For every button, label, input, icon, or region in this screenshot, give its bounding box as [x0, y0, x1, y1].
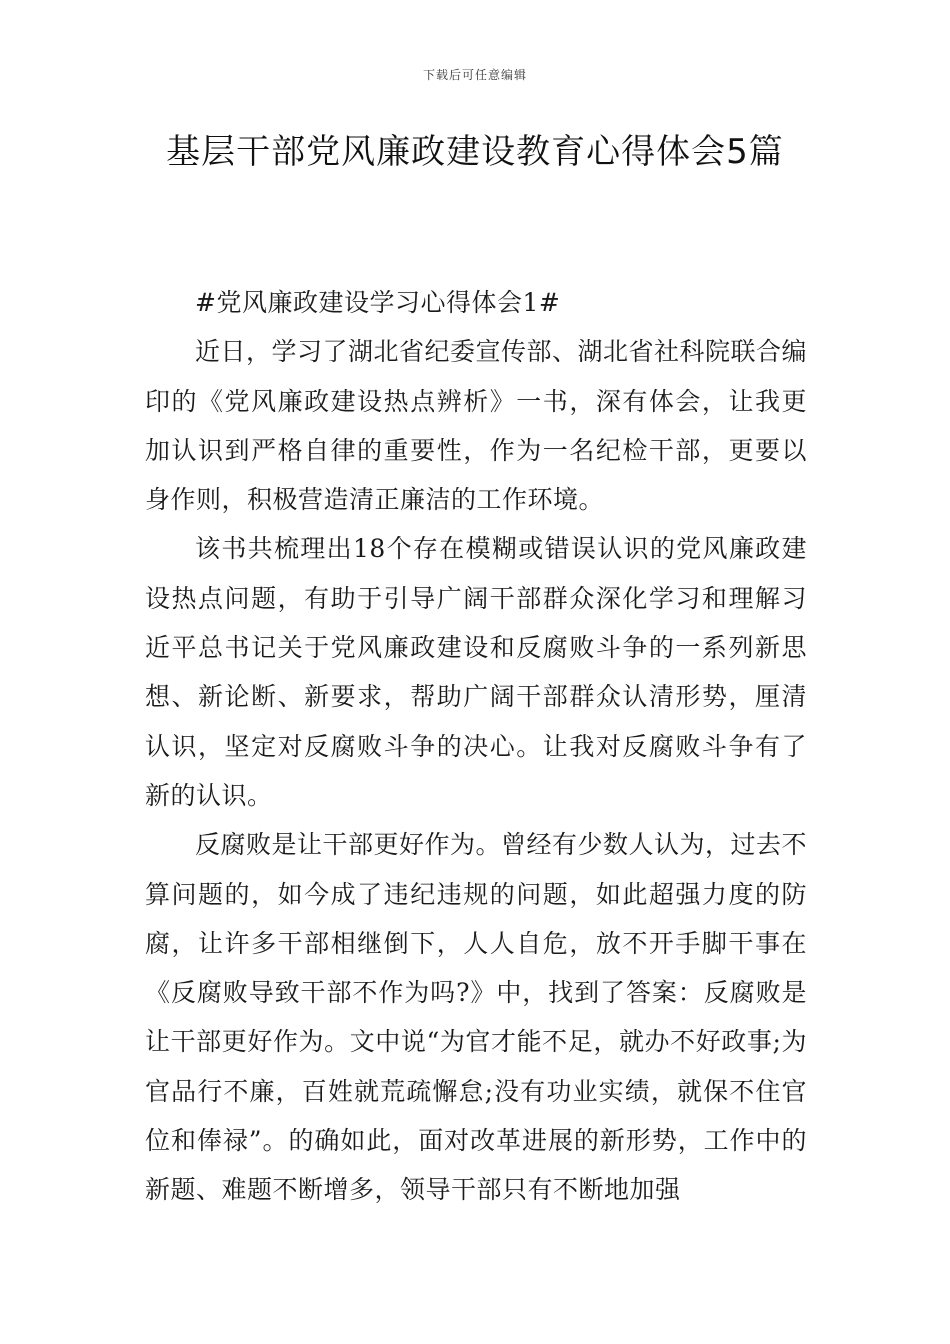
document-body — [145, 278, 807, 1215]
document-title: 基层干部党风廉政建设教育心得体会5篇 — [166, 132, 784, 172]
paragraph-1: 近日，学习了湖北省纪委宣传部、湖北省社科院联合编印的《党风廉政建设热点辨析》一书，深有体会，让我更加认识到严格自律的重要性，作为一名纪检干部，更要以身作则，积极营造清正廉洁的工作环境。 — [145, 337, 808, 515]
paragraph-2: 该书共梳理出18个存在模糊或错误认识的党风廉政建设热点问题，有助于引导广阔干部群众深化学习和理解习近平总书记关于党风廉政建设和反腐败斗争的一系列新思想、新论断、新要求，帮助广阔干部群众认清形势，厘清认识，坚定对反腐败斗争的决心。让我对反腐败斗争有了新的认识。 — [145, 534, 807, 810]
paragraph-3: 反腐败是让干部更好作为。曾经有少数人认为，过去不算问题的，如今成了违纪违规的问题，如此超强力度的防腐，让许多干部相继倒下，人人自危，放不开手脚干事在《反腐败导致干部不作为吗?》中，找到了答案：反腐败是让干部更好作为。文中说“为官才能不足，就办不好政事;为官品行不廉，百姓就荒疏懈怠;没有功业实绩，就保不住官位和俸禄”。的确如此，面对改革进展的新形势，工作中的新题、难题不断增多，领导干部只有不断地加强 — [145, 830, 808, 1205]
header-note: 下载后可任意编辑 — [422, 68, 527, 82]
section-heading: #党风廉政建设学习心得体会1# — [195, 288, 561, 317]
